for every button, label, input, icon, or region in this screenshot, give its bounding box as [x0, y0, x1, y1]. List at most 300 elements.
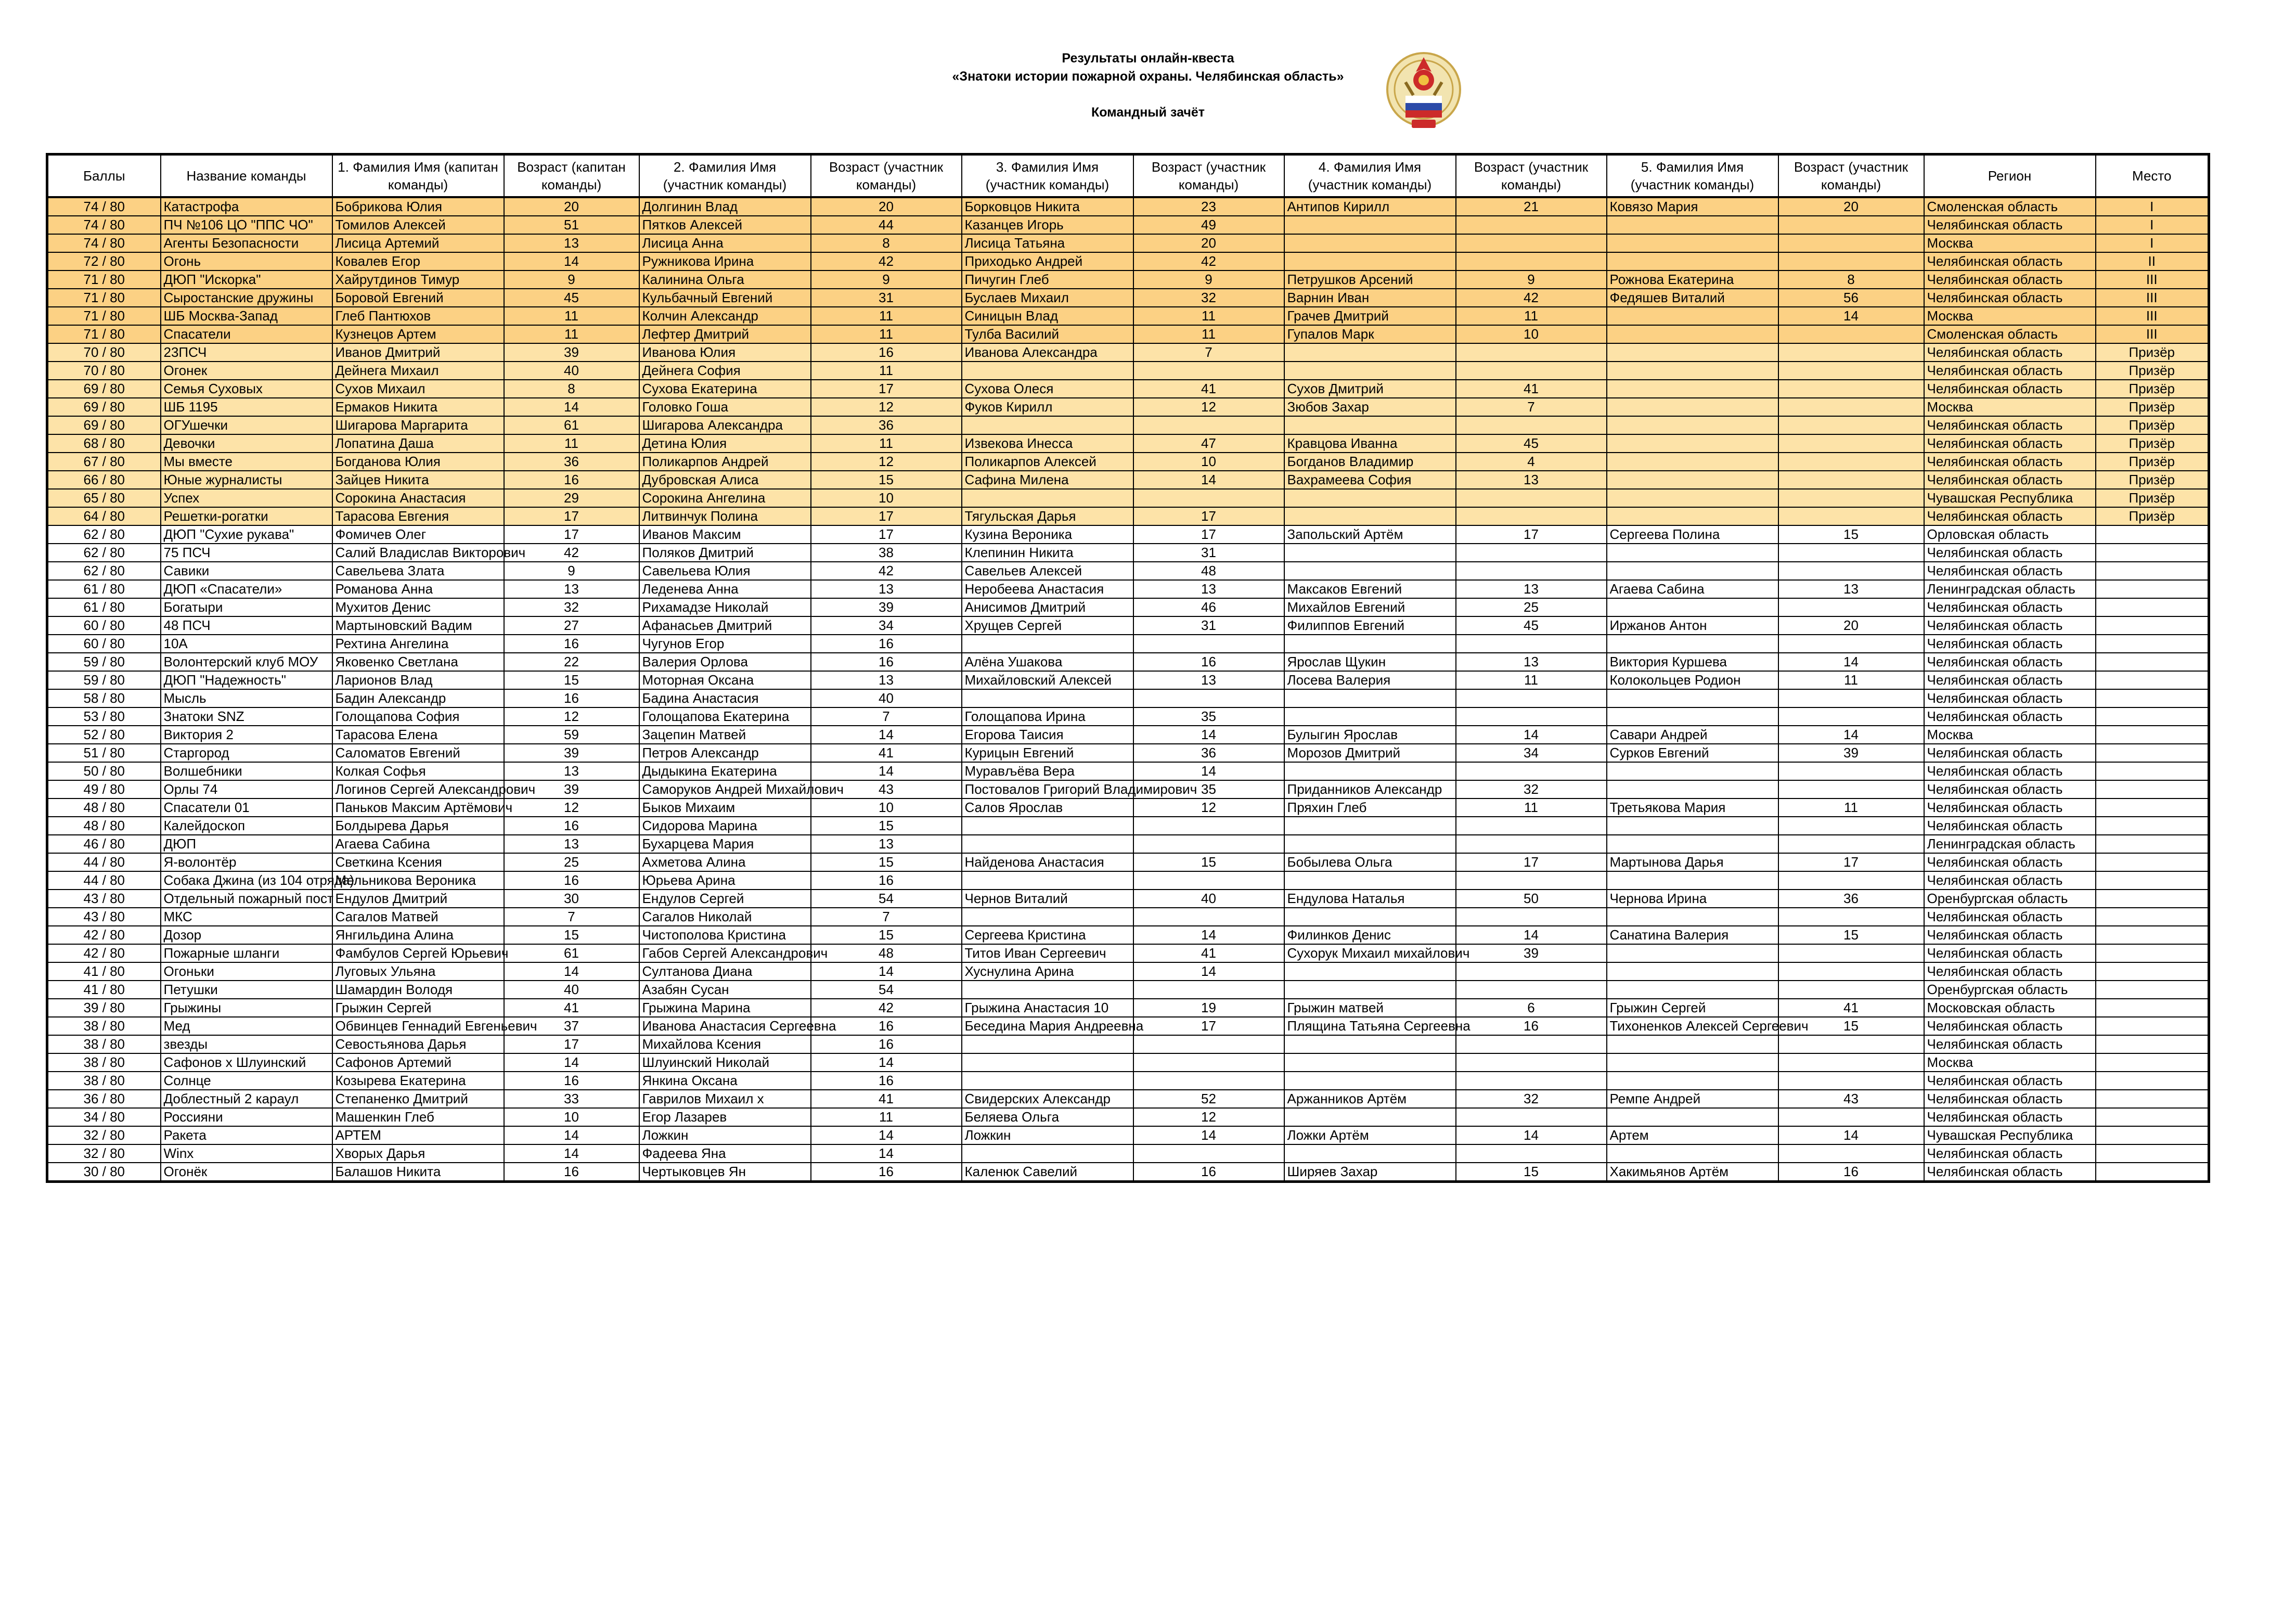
- table-cell: Беляева Ольга: [962, 1108, 1133, 1126]
- table-cell: 40: [811, 689, 962, 707]
- table-cell: [1456, 908, 1607, 926]
- table-cell: [2096, 689, 2209, 707]
- table-cell: [2096, 726, 2209, 744]
- table-cell: 58 / 80: [47, 689, 161, 707]
- table-cell: Агенты Безопасности: [161, 234, 332, 252]
- table-cell: 20: [504, 197, 639, 216]
- table-cell: 16: [1456, 1017, 1607, 1035]
- table-cell: 14: [1456, 1126, 1607, 1144]
- table-cell: Челябинская область: [1924, 689, 2096, 707]
- table-cell: 38 / 80: [47, 1017, 161, 1035]
- table-cell: [2096, 1035, 2209, 1053]
- table-cell: Петров Александр: [639, 744, 811, 762]
- table-cell: Колкая Софья: [332, 762, 504, 780]
- table-cell: 14: [1778, 307, 1924, 325]
- column-header: Место: [2096, 154, 2209, 198]
- table-cell: Борковцов Никита: [962, 197, 1133, 216]
- table-row: [47, 216, 2209, 234]
- table-cell: Егорова Таисия: [962, 726, 1133, 744]
- table-cell: [1456, 835, 1607, 853]
- table-cell: [1778, 562, 1924, 580]
- table-cell: Кузина Вероника: [962, 525, 1133, 544]
- table-cell: 70 / 80: [47, 362, 161, 380]
- table-row: [47, 362, 2209, 380]
- table-cell: 9: [1133, 270, 1284, 289]
- table-cell: [1284, 908, 1456, 926]
- table-cell: 14: [1133, 471, 1284, 489]
- table-cell: Ленинградская область: [1924, 580, 2096, 598]
- table-cell: Буслаев Михаил: [962, 289, 1133, 307]
- table-row: [47, 489, 2209, 507]
- table-cell: Чувашская Республика: [1924, 489, 2096, 507]
- table-cell: Челябинская область: [1924, 1090, 2096, 1108]
- table-cell: 12: [1133, 398, 1284, 416]
- table-cell: 15: [1778, 1017, 1924, 1035]
- table-cell: Челябинская область: [1924, 671, 2096, 689]
- table-cell: 23: [1133, 197, 1284, 216]
- table-cell: Мысль: [161, 689, 332, 707]
- table-cell: [1284, 416, 1456, 434]
- table-cell: Ложкин: [639, 1126, 811, 1144]
- table-cell: [962, 1053, 1133, 1072]
- table-cell: Бухарцева Мария: [639, 835, 811, 853]
- table-cell: [1607, 362, 1778, 380]
- table-cell: Челябинская область: [1924, 944, 2096, 962]
- table-cell: Логинов Сергей Александрович: [332, 780, 504, 798]
- table-cell: Призёр: [2096, 507, 2209, 525]
- table-cell: 44 / 80: [47, 871, 161, 890]
- table-cell: Михайлов Евгений: [1284, 598, 1456, 616]
- table-cell: [1778, 216, 1924, 234]
- table-row: [47, 1126, 2209, 1144]
- table-cell: 45: [1456, 434, 1607, 453]
- table-row: [47, 471, 2209, 489]
- table-cell: Челябинская область: [1924, 653, 2096, 671]
- table-cell: [2096, 525, 2209, 544]
- table-cell: [1133, 981, 1284, 999]
- table-cell: [2096, 671, 2209, 689]
- table-cell: Колокольцев Родион: [1607, 671, 1778, 689]
- table-cell: 45: [504, 289, 639, 307]
- table-cell: Ендулова Наталья: [1284, 890, 1456, 908]
- table-cell: Казанцев Игорь: [962, 216, 1133, 234]
- table-cell: Савики: [161, 562, 332, 580]
- table-cell: 22: [504, 653, 639, 671]
- table-cell: [1778, 398, 1924, 416]
- table-cell: [1456, 216, 1607, 234]
- table-cell: Петушки: [161, 981, 332, 999]
- table-cell: [1133, 362, 1284, 380]
- table-cell: [1607, 1053, 1778, 1072]
- table-cell: [1284, 343, 1456, 362]
- table-cell: Рехтина Ангелина: [332, 635, 504, 653]
- table-cell: [1778, 762, 1924, 780]
- table-cell: Сухорук Михаил михайлович: [1284, 944, 1456, 962]
- table-cell: Ложки Артём: [1284, 1126, 1456, 1144]
- table-cell: Москва: [1924, 234, 2096, 252]
- table-cell: Голощапова Екатерина: [639, 707, 811, 726]
- table-cell: Шигарова Маргарита: [332, 416, 504, 434]
- table-cell: 16: [811, 653, 962, 671]
- table-cell: Приходько Андрей: [962, 252, 1133, 270]
- table-cell: [962, 1144, 1133, 1163]
- table-row: [47, 270, 2209, 289]
- table-cell: Тарасова Евгения: [332, 507, 504, 525]
- table-cell: [1284, 1108, 1456, 1126]
- table-cell: [1778, 635, 1924, 653]
- table-cell: [1607, 416, 1778, 434]
- table-cell: 39: [504, 744, 639, 762]
- table-cell: 39: [1456, 944, 1607, 962]
- table-row: [47, 798, 2209, 817]
- table-cell: [1778, 1053, 1924, 1072]
- table-cell: 16: [504, 871, 639, 890]
- table-row: [47, 780, 2209, 798]
- column-header: 5. Фамилия Имя (участник команды): [1607, 154, 1778, 198]
- table-cell: 10: [504, 1108, 639, 1126]
- table-cell: Челябинская область: [1924, 1144, 2096, 1163]
- table-cell: Салий Владислав Викторович: [332, 544, 504, 562]
- table-cell: Калинина Ольга: [639, 270, 811, 289]
- table-cell: [1456, 981, 1607, 999]
- table-cell: 15: [504, 671, 639, 689]
- table-cell: Савельева Злата: [332, 562, 504, 580]
- table-cell: 14: [811, 762, 962, 780]
- table-cell: Тарасова Елена: [332, 726, 504, 744]
- table-cell: Челябинская область: [1924, 962, 2096, 981]
- table-cell: 11: [1133, 307, 1284, 325]
- table-cell: Ермаков Никита: [332, 398, 504, 416]
- table-cell: [1284, 1072, 1456, 1090]
- table-cell: I: [2096, 216, 2209, 234]
- table-cell: 64 / 80: [47, 507, 161, 525]
- table-cell: II: [2096, 252, 2209, 270]
- table-cell: 14: [1133, 726, 1284, 744]
- table-cell: 17: [504, 525, 639, 544]
- table-cell: 43 / 80: [47, 890, 161, 908]
- table-cell: ДЮП "Сухие рукава": [161, 525, 332, 544]
- table-cell: [2096, 853, 2209, 871]
- table-cell: [1456, 416, 1607, 434]
- table-cell: [1607, 817, 1778, 835]
- column-header: Возраст (участник команды): [1456, 154, 1607, 198]
- table-cell: 65 / 80: [47, 489, 161, 507]
- table-row: [47, 689, 2209, 707]
- table-cell: 39: [504, 343, 639, 362]
- table-cell: Челябинская область: [1924, 817, 2096, 835]
- table-cell: 13: [1456, 580, 1607, 598]
- table-cell: [2096, 962, 2209, 981]
- table-cell: 4: [1456, 453, 1607, 471]
- table-cell: Челябинская область: [1924, 926, 2096, 944]
- table-cell: 13: [504, 580, 639, 598]
- table-cell: Филинков Денис: [1284, 926, 1456, 944]
- table-cell: Бадин Александр: [332, 689, 504, 707]
- table-row: [47, 635, 2209, 653]
- table-cell: 12: [1133, 798, 1284, 817]
- table-cell: [1456, 1108, 1607, 1126]
- table-cell: 13: [1778, 580, 1924, 598]
- table-cell: [1778, 453, 1924, 471]
- table-cell: Грыжина Марина: [639, 999, 811, 1017]
- table-cell: Челябинская область: [1924, 471, 2096, 489]
- table-cell: 31: [1133, 544, 1284, 562]
- table-cell: [2096, 744, 2209, 762]
- table-cell: Дейнега София: [639, 362, 811, 380]
- table-cell: [1456, 962, 1607, 981]
- table-cell: 11: [1456, 798, 1607, 817]
- table-cell: 16: [504, 817, 639, 835]
- table-cell: МКС: [161, 908, 332, 926]
- table-cell: 19: [1133, 999, 1284, 1017]
- table-cell: [962, 689, 1133, 707]
- table-cell: Максаков Евгений: [1284, 580, 1456, 598]
- table-cell: 36: [1133, 744, 1284, 762]
- table-cell: 14: [1133, 962, 1284, 981]
- table-cell: 48 / 80: [47, 817, 161, 835]
- table-cell: 11: [1133, 325, 1284, 343]
- table-cell: [1133, 1053, 1284, 1072]
- table-cell: Грыжин матвей: [1284, 999, 1456, 1017]
- table-cell: 23ПСЧ: [161, 343, 332, 362]
- table-cell: Знатоки SNZ: [161, 707, 332, 726]
- table-cell: [1607, 507, 1778, 525]
- table-cell: Хворых Дарья: [332, 1144, 504, 1163]
- table-row: [47, 616, 2209, 635]
- table-cell: 48: [811, 944, 962, 962]
- table-cell: Дубровская Алиса: [639, 471, 811, 489]
- table-cell: [1284, 817, 1456, 835]
- table-cell: 74 / 80: [47, 234, 161, 252]
- table-cell: 9: [504, 270, 639, 289]
- table-cell: Хрущев Сергей: [962, 616, 1133, 635]
- table-cell: [1778, 471, 1924, 489]
- table-row: [47, 726, 2209, 744]
- table-cell: Козырева Екатерина: [332, 1072, 504, 1090]
- table-cell: Московская область: [1924, 999, 2096, 1017]
- table-cell: 61 / 80: [47, 598, 161, 616]
- table-cell: Машенкин Глеб: [332, 1108, 504, 1126]
- table-cell: Челябинская область: [1924, 635, 2096, 653]
- table-cell: [2096, 999, 2209, 1017]
- table-cell: Ахметова Алина: [639, 853, 811, 871]
- table-row: [47, 507, 2209, 525]
- table-row: [47, 434, 2209, 453]
- table-cell: 16: [504, 689, 639, 707]
- table-cell: [1456, 343, 1607, 362]
- table-cell: Султанова Диана: [639, 962, 811, 981]
- table-cell: Иванова Анастасия Сергеевна: [639, 1017, 811, 1035]
- table-cell: [1284, 1144, 1456, 1163]
- table-cell: 17: [1133, 525, 1284, 544]
- table-cell: Челябинская область: [1924, 416, 2096, 434]
- table-cell: [962, 817, 1133, 835]
- table-cell: Ширяев Захар: [1284, 1163, 1456, 1182]
- table-cell: I: [2096, 197, 2209, 216]
- table-cell: [1607, 471, 1778, 489]
- table-cell: 11: [1778, 671, 1924, 689]
- table-cell: 50 / 80: [47, 762, 161, 780]
- table-cell: 14: [1778, 726, 1924, 744]
- table-row: [47, 343, 2209, 362]
- table-cell: [1607, 216, 1778, 234]
- table-cell: [1607, 871, 1778, 890]
- table-cell: [962, 908, 1133, 926]
- table-cell: Призёр: [2096, 453, 2209, 471]
- table-cell: 59 / 80: [47, 653, 161, 671]
- table-cell: Челябинская область: [1924, 744, 2096, 762]
- table-cell: Огонь: [161, 252, 332, 270]
- table-cell: Спасатели: [161, 325, 332, 343]
- table-cell: Челябинская область: [1924, 380, 2096, 398]
- table-cell: 7: [811, 707, 962, 726]
- table-cell: 34 / 80: [47, 1108, 161, 1126]
- table-cell: Приданников Александр: [1284, 780, 1456, 798]
- table-cell: 20: [1133, 234, 1284, 252]
- table-cell: Ендулов Дмитрий: [332, 890, 504, 908]
- table-cell: Огонёк: [161, 1163, 332, 1182]
- table-cell: 32: [1456, 1090, 1607, 1108]
- table-cell: Сорокина Анастасия: [332, 489, 504, 507]
- table-cell: Челябинская область: [1924, 270, 2096, 289]
- table-cell: [1607, 707, 1778, 726]
- table-cell: Яковенко Светлана: [332, 653, 504, 671]
- table-cell: Габов Сергей Александрович: [639, 944, 811, 962]
- table-cell: Мельникова Вероника: [332, 871, 504, 890]
- table-cell: Ярослав Щукин: [1284, 653, 1456, 671]
- table-cell: 32: [1456, 780, 1607, 798]
- table-cell: [1778, 944, 1924, 962]
- table-row: [47, 1108, 2209, 1126]
- table-cell: Челябинская область: [1924, 216, 2096, 234]
- table-cell: Лисица Татьяна: [962, 234, 1133, 252]
- table-cell: 7: [811, 908, 962, 926]
- table-cell: [1607, 307, 1778, 325]
- table-cell: Салов Ярослав: [962, 798, 1133, 817]
- table-cell: Савельев Алексей: [962, 562, 1133, 580]
- table-cell: Успех: [161, 489, 332, 507]
- table-cell: Челябинская область: [1924, 871, 2096, 890]
- table-cell: Катастрофа: [161, 197, 332, 216]
- table-cell: Я-волонтёр: [161, 853, 332, 871]
- table-cell: Грачев Дмитрий: [1284, 307, 1456, 325]
- table-cell: Чернов Виталий: [962, 890, 1133, 908]
- table-cell: ШБ 1195: [161, 398, 332, 416]
- table-cell: 25: [1456, 598, 1607, 616]
- table-cell: Найденова Анастасия: [962, 853, 1133, 871]
- table-cell: 39: [1778, 744, 1924, 762]
- table-cell: [1284, 234, 1456, 252]
- table-cell: Челябинская область: [1924, 1035, 2096, 1053]
- table-cell: Сидорова Марина: [639, 817, 811, 835]
- table-cell: 61: [504, 416, 639, 434]
- table-cell: 15: [811, 926, 962, 944]
- table-cell: 7: [1456, 398, 1607, 416]
- table-cell: 21: [1456, 197, 1607, 216]
- table-cell: [2096, 562, 2209, 580]
- table-cell: [1284, 689, 1456, 707]
- table-cell: Сагалов Матвей: [332, 908, 504, 926]
- table-cell: 16: [504, 1072, 639, 1090]
- table-cell: [1133, 489, 1284, 507]
- table-cell: 46 / 80: [47, 835, 161, 853]
- table-cell: III: [2096, 325, 2209, 343]
- table-cell: [1284, 871, 1456, 890]
- table-cell: 31: [1133, 616, 1284, 635]
- table-cell: Алёна Ушакова: [962, 653, 1133, 671]
- table-row: [47, 252, 2209, 270]
- table-cell: 10: [1456, 325, 1607, 343]
- table-cell: Каленюк Савелий: [962, 1163, 1133, 1182]
- table-cell: 42: [504, 544, 639, 562]
- table-cell: Янгильдина Алина: [332, 926, 504, 944]
- table-cell: Сухов Михаил: [332, 380, 504, 398]
- table-cell: 45: [1456, 616, 1607, 635]
- table-cell: [2096, 1163, 2209, 1182]
- table-cell: 35: [1133, 707, 1284, 726]
- table-cell: 27: [504, 616, 639, 635]
- table-cell: Мед: [161, 1017, 332, 1035]
- table-cell: 42: [811, 999, 962, 1017]
- table-cell: [1778, 981, 1924, 999]
- table-row: [47, 981, 2209, 999]
- table-cell: Луговых Ульяна: [332, 962, 504, 981]
- table-cell: Сурков Евгений: [1607, 744, 1778, 762]
- table-cell: Фадеева Яна: [639, 1144, 811, 1163]
- table-cell: [1778, 1144, 1924, 1163]
- table-cell: [1456, 562, 1607, 580]
- table-cell: [1133, 416, 1284, 434]
- table-row: [47, 289, 2209, 307]
- table-cell: Челябинская область: [1924, 616, 2096, 635]
- table-row: [47, 1072, 2209, 1090]
- table-cell: 14: [1133, 926, 1284, 944]
- table-cell: [2096, 890, 2209, 908]
- table-cell: 54: [811, 890, 962, 908]
- table-cell: Агаева Сабина: [1607, 580, 1778, 598]
- table-cell: 17: [504, 1035, 639, 1053]
- table-cell: Призёр: [2096, 380, 2209, 398]
- table-cell: Афанасьев Дмитрий: [639, 616, 811, 635]
- table-cell: Шлуинский Николай: [639, 1053, 811, 1072]
- table-cell: [1778, 416, 1924, 434]
- table-cell: Челябинская область: [1924, 1163, 2096, 1182]
- table-cell: 17: [811, 525, 962, 544]
- table-cell: Челябинская область: [1924, 707, 2096, 726]
- table-cell: 20: [811, 197, 962, 216]
- table-cell: Поликарпов Алексей: [962, 453, 1133, 471]
- table-cell: 14: [811, 962, 962, 981]
- table-row: [47, 908, 2209, 926]
- page-header: [0, 49, 2296, 122]
- table-cell: Пичугин Глеб: [962, 270, 1133, 289]
- table-cell: Хуснулина Арина: [962, 962, 1133, 981]
- table-cell: [1284, 252, 1456, 270]
- table-cell: Бобылева Ольга: [1284, 853, 1456, 871]
- table-cell: Степаненко Дмитрий: [332, 1090, 504, 1108]
- table-cell: 48: [1133, 562, 1284, 580]
- table-row: [47, 544, 2209, 562]
- table-cell: 71 / 80: [47, 289, 161, 307]
- table-cell: [2096, 762, 2209, 780]
- table-cell: Леденева Анна: [639, 580, 811, 598]
- table-cell: Россияни: [161, 1108, 332, 1126]
- table-cell: [1284, 362, 1456, 380]
- table-cell: 36: [1778, 890, 1924, 908]
- table-cell: 17: [504, 507, 639, 525]
- table-cell: 11: [811, 325, 962, 343]
- table-cell: Сафонов x Шлуинский: [161, 1053, 332, 1072]
